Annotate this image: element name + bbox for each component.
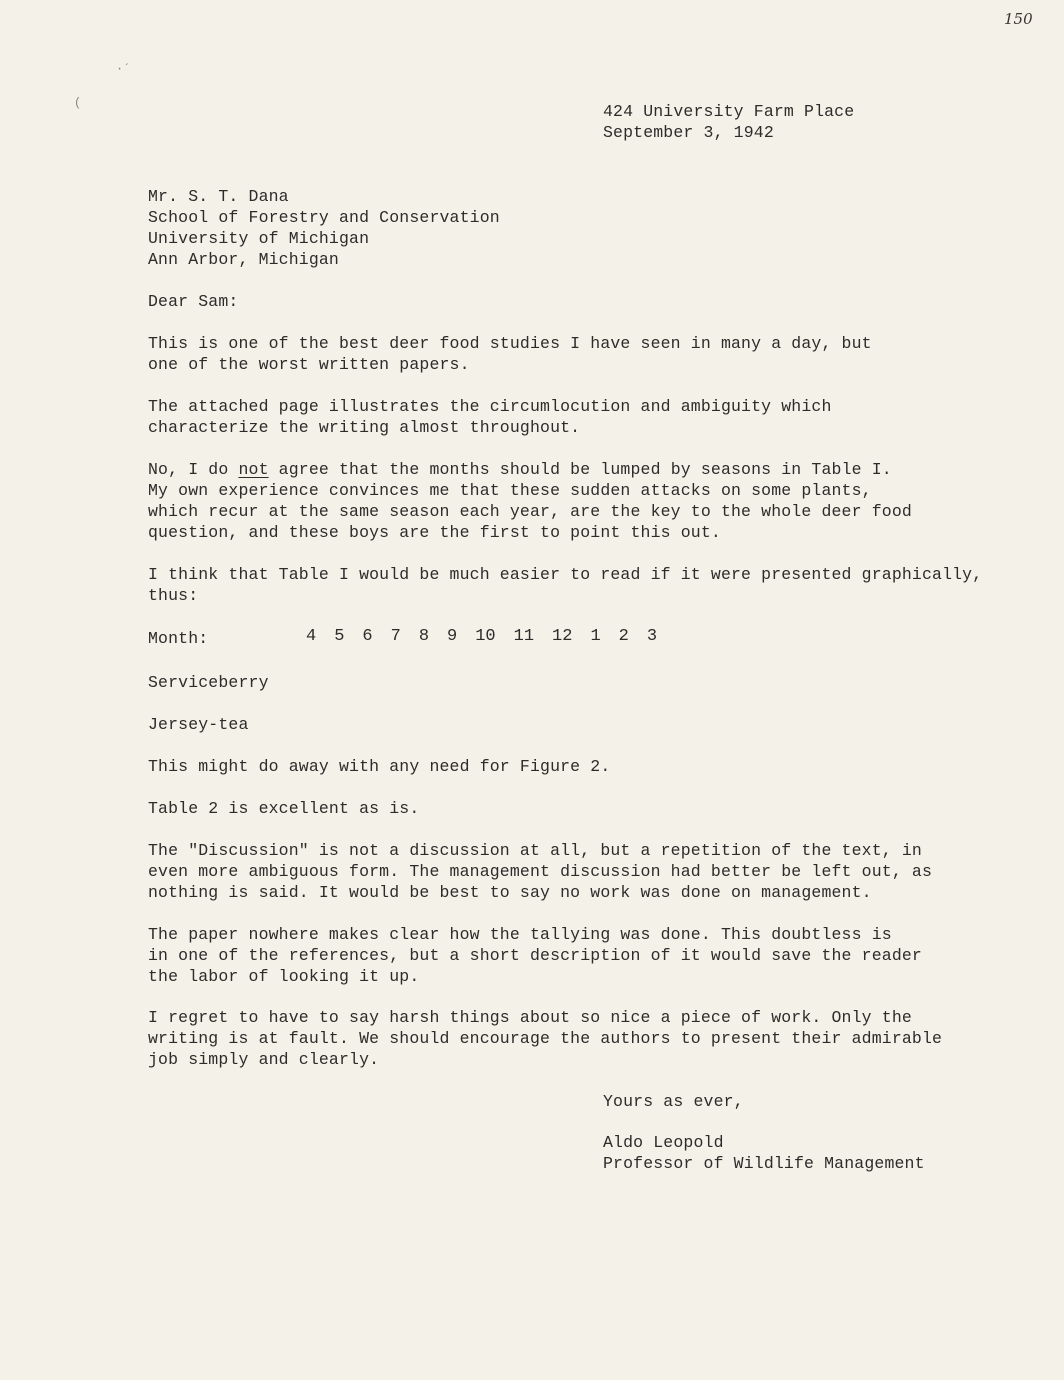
text-run: agree that the months should be lumped by seasons in Table I. (268, 460, 892, 479)
salutation: Dear Sam: (148, 292, 239, 311)
paragraph-line: characterize the writing almost throughout. (148, 418, 581, 437)
paragraph-4 (148, 564, 982, 606)
month-number: 2 (618, 627, 629, 646)
paragraph-line: I think that Table I would be much easier to read if it were presented graphically, (148, 565, 983, 584)
paragraph-line: even more ambiguous form. The management discussion had better be left out, as (148, 862, 933, 881)
underlined-word: not (238, 460, 269, 479)
paragraph-line (148, 459, 912, 480)
month-number: 6 (362, 627, 373, 646)
month-number: 5 (334, 627, 345, 646)
month-number: 8 (418, 627, 430, 646)
paragraph-6: Table 2 is excellent as is. (148, 799, 420, 818)
month-number: 10 (475, 627, 496, 646)
paper-speck: ·´ (116, 62, 131, 76)
signer-title: Professor of Wildlife Management (603, 1154, 925, 1173)
recipient-institution: University of Michigan (148, 229, 370, 248)
paragraph-7 (148, 840, 932, 903)
paragraph-3 (148, 459, 912, 543)
month-list (306, 626, 675, 648)
paragraph-line: The attached page illustrates the circumlocution and ambiguity which (148, 397, 832, 416)
month-label: Month: (148, 629, 209, 648)
paragraph-line: one of the worst written papers. (148, 355, 470, 374)
paragraph-line: job simply and clearly. (148, 1050, 380, 1069)
month-number: 3 (646, 627, 658, 646)
recipient-city: Ann Arbor, Michigan (148, 250, 339, 269)
paper-speck: ( (74, 96, 82, 110)
month-number: 7 (390, 627, 401, 646)
return-street: 424 University Farm Place (603, 102, 855, 121)
paragraph-line: writing is at fault. We should encourage the authors to present their admirable (148, 1029, 943, 1048)
paragraph-line: The "Discussion" is not a discussion at all, but a repetition of the text, in (148, 841, 922, 860)
paragraph-line: which recur at the same season each year, are the key to the whole deer food (148, 502, 912, 521)
complimentary-close: Yours as ever, (603, 1092, 744, 1111)
letter-date: September 3, 1942 (603, 123, 774, 142)
recipient-name: Mr. S. T. Dana (148, 187, 289, 206)
paragraph-1 (148, 333, 872, 375)
page-number: 150 (1004, 10, 1033, 28)
graph-row-jersey-tea: Jersey-tea (148, 715, 249, 734)
paragraph-line: nothing is said. It would be best to say no work was done on management. (148, 883, 872, 902)
month-number: 4 (306, 627, 317, 646)
month-number: 11 (513, 627, 535, 646)
paragraph-9 (148, 1007, 942, 1070)
paragraph-8 (148, 924, 922, 987)
paragraph-line: I regret to have to say harsh things about so nice a piece of work. Only the (148, 1008, 912, 1027)
recipient-address (148, 186, 500, 270)
paragraph-line: question, and these boys are the first to point this out. (148, 523, 721, 542)
graph-row-serviceberry: Serviceberry (148, 673, 269, 692)
month-number: 9 (447, 627, 458, 646)
month-number: 1 (590, 627, 601, 646)
paragraph-line: the labor of looking it up. (148, 967, 420, 986)
paragraph-line: The paper nowhere makes clear how the tallying was done. This doubtless is (148, 925, 892, 944)
paragraph-line: My own experience convinces me that these sudden attacks on some plants, (148, 481, 872, 500)
paragraph-line: This is one of the best deer food studies I have seen in many a day, but (148, 334, 872, 353)
paragraph-5: This might do away with any need for Figure 2. (148, 757, 611, 776)
month-number: 12 (552, 627, 573, 646)
text-run: No, I do (148, 460, 239, 479)
paragraph-line: thus: (148, 586, 199, 605)
recipient-dept: School of Forestry and Conservation (148, 208, 500, 227)
signer-name: Aldo Leopold (603, 1133, 724, 1152)
paragraph-line: in one of the references, but a short description of it would save the reader (148, 946, 922, 965)
paragraph-2 (148, 396, 832, 438)
